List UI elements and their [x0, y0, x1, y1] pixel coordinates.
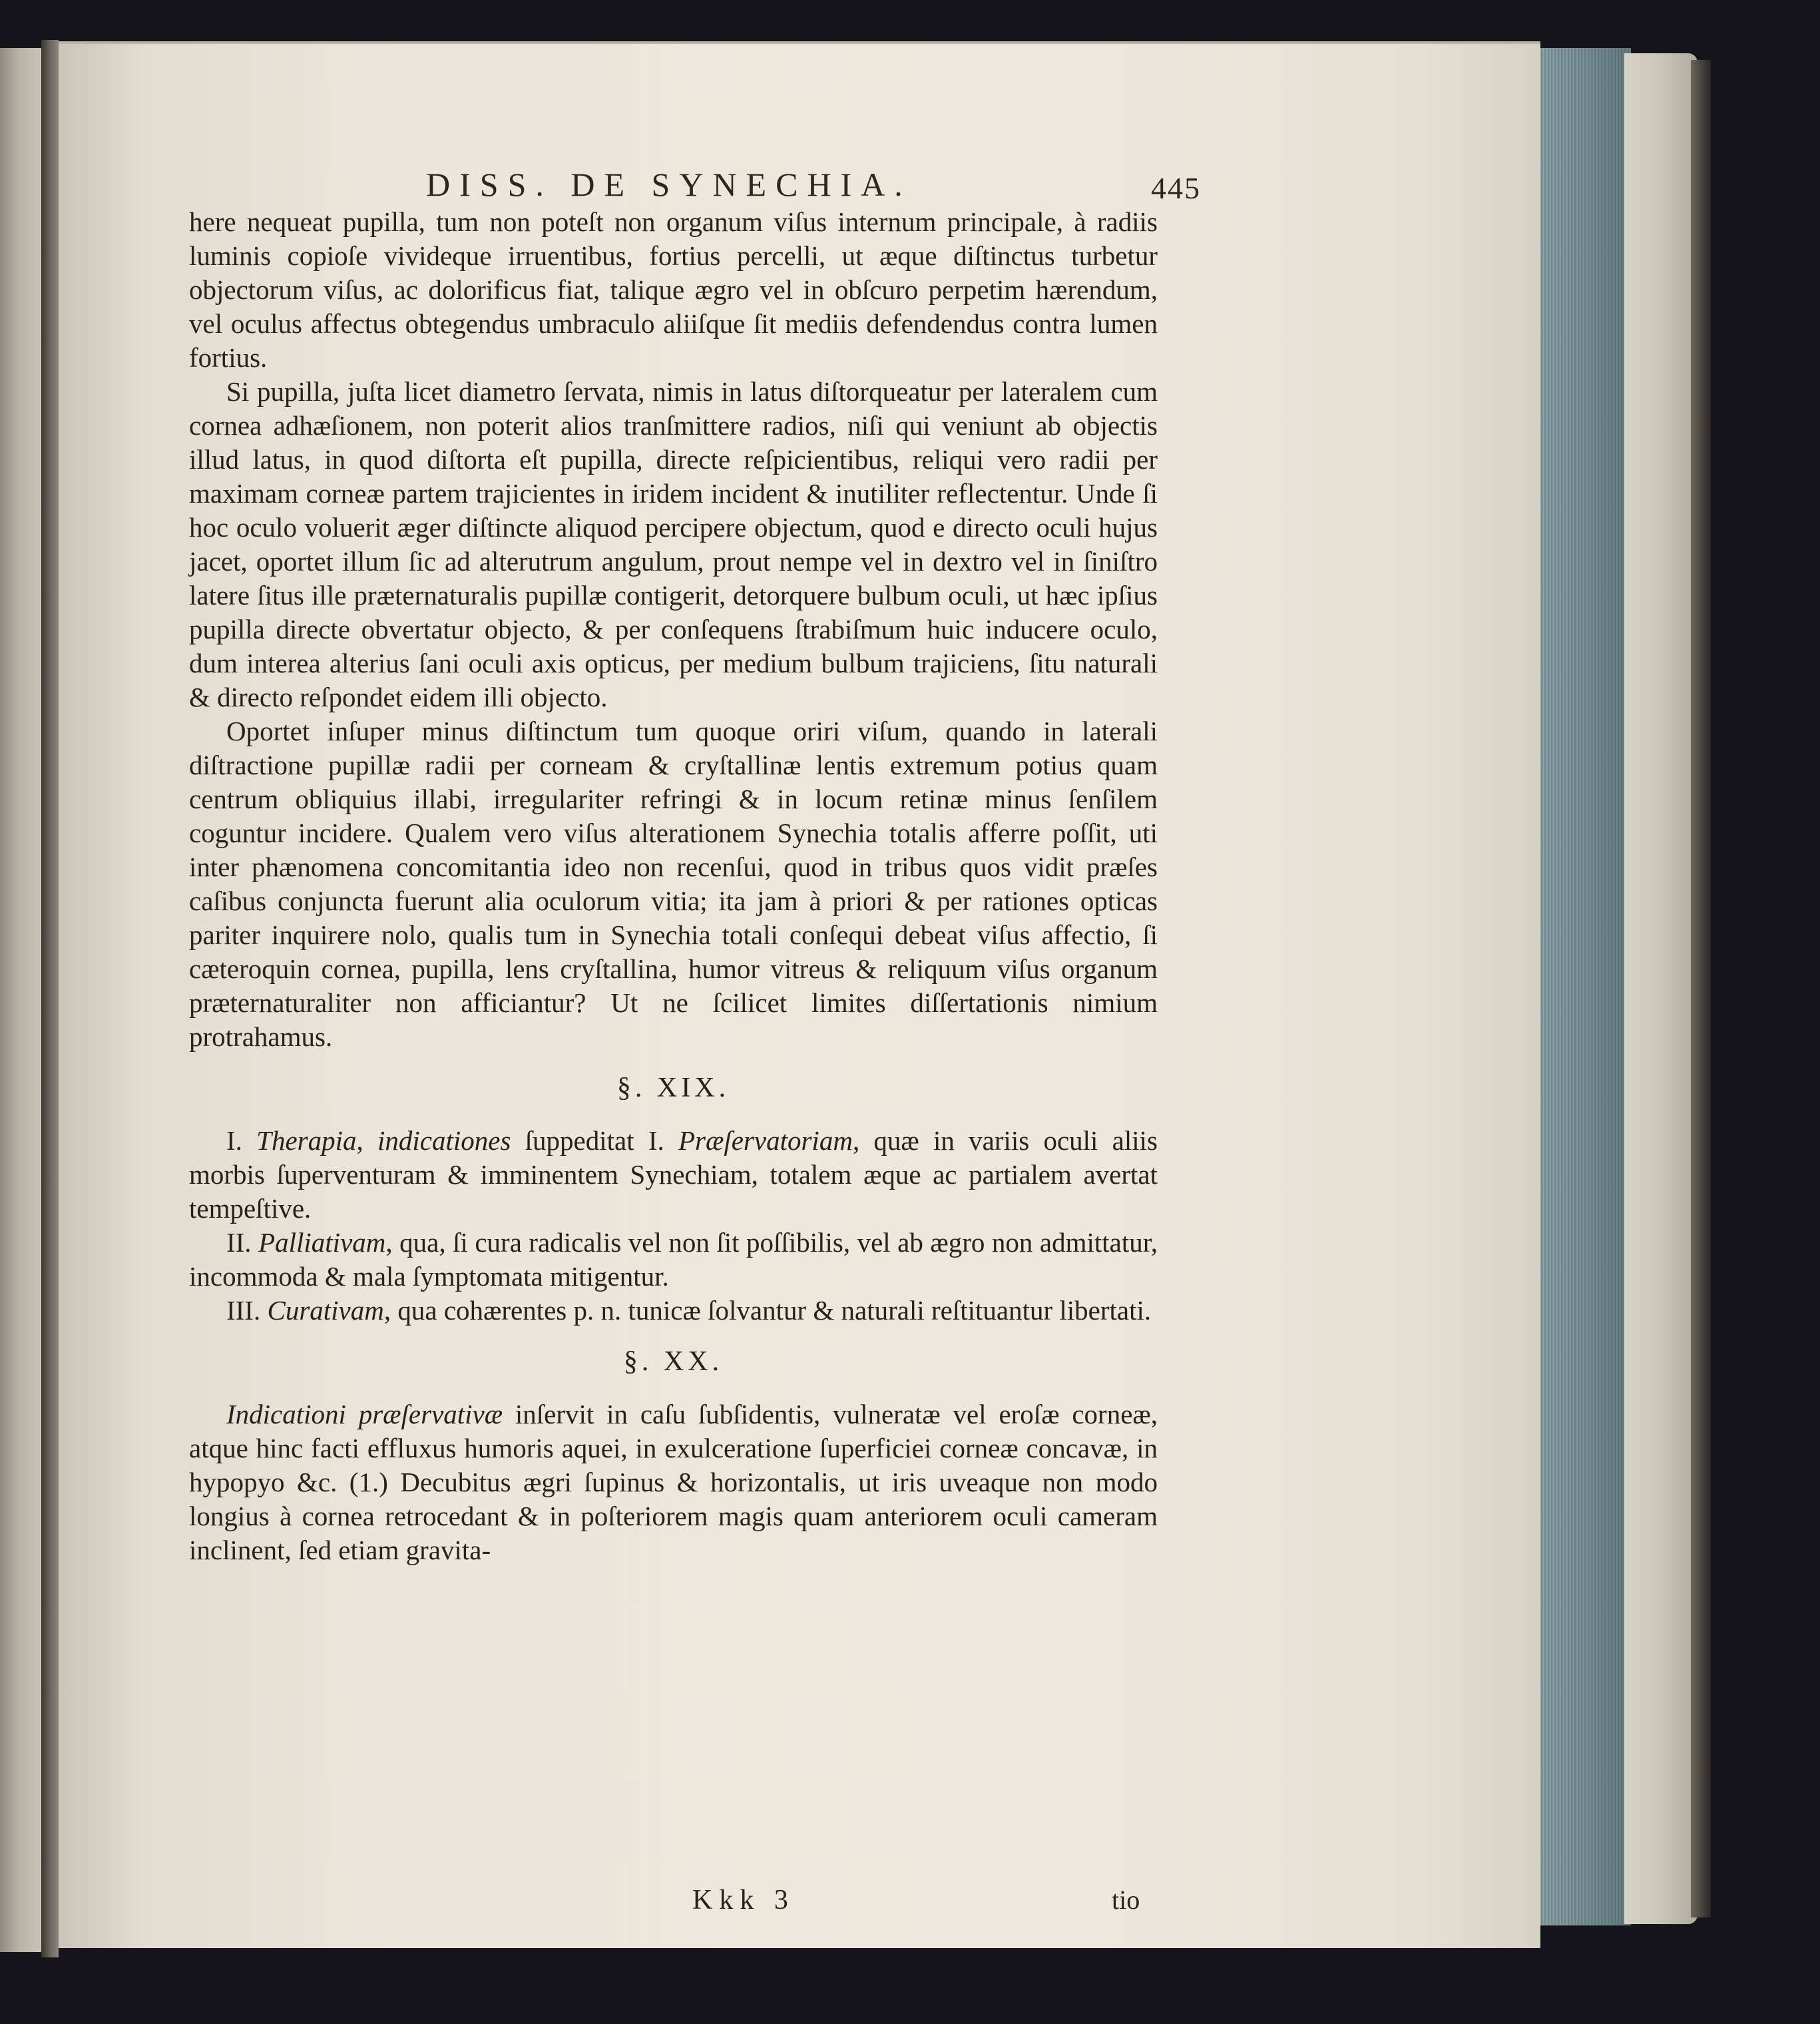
paragraph: Oportet inſuper minus diſtinctum tum quoque oriri viſum, quando in laterali diſtractione pupillæ radii per corneam & cryſtallinæ lentis extremum potius quam centrum obliquius illabi, irregulariter refringi & in locum retinæ minus ſenſilem coguntur incidere. Qualem vero viſus alterationem Synechia totalis afferre poſſit, uti inter phænomena concomitantia ideo non recenſui, quod in tribus quos vidit præſes caſibus conjuncta fuerunt alia oculorum vitia; ita jam à priori & per rationes opticas pariter inquirere nolo, qualis tum in Synechia totali conſequi debeat viſus affectio, ſi cæteroquin cornea, pupilla, lens cryſtallina, humor vitreus & reliquum viſus organum præternaturaliter non afficiantur? Ut ne ſcilicet limites diſſertationis nimium protrahamus.	[189, 716, 1158, 1052]
text-run: II.	[226, 1227, 259, 1258]
text-run: III.	[226, 1295, 268, 1326]
text-run: , quæ in variis oculi aliis morbis ſuperventuram & imminentem Synechiam, totalem æque ac partialem avertat tempeſtive.	[189, 1125, 1158, 1224]
text-run: ,	[356, 1125, 377, 1156]
book-cover-edge	[1624, 53, 1698, 1924]
italic-term: Curativam	[267, 1295, 384, 1326]
text-run: ſuppeditat I.	[511, 1125, 678, 1156]
page-number: 445	[1151, 171, 1201, 205]
book-shadow	[1691, 60, 1711, 1917]
paragraph-indicationi	[189, 1397, 1158, 1567]
book-gutter	[41, 40, 59, 1957]
text-run: I.	[226, 1125, 257, 1156]
paragraph-therapia	[189, 1124, 1158, 1226]
italic-term: Therapia	[256, 1125, 357, 1156]
text-run: , qua cohærentes p. n. tunicæ ſolvantur & naturali reſtituantur libertati.	[383, 1295, 1152, 1326]
section-heading-20: §. XX.	[623, 1346, 724, 1377]
paragraph-curativam	[189, 1294, 1158, 1328]
facing-page-edge	[0, 48, 47, 1952]
text-run: , qua, ſi cura radicalis vel non ſit poſſibilis, vel ab ægro non admittatur, incommoda & mala ſymptomata mitigentur.	[189, 1227, 1158, 1292]
running-title: DISS. DE SYNECHIA.	[426, 166, 912, 203]
paragraph-palliativam	[189, 1226, 1158, 1294]
italic-term: Indicationi præſervativæ	[226, 1399, 503, 1429]
paragraph: Si pupilla, juſta licet diametro ſervata, nimis in latus diſtorqueatur per lateralem cum cornea adhæſionem, non poterit alios tranſmittere radios, niſi qui veniunt ab objectis illud latus, in quod diſtorta eſt pupilla, directe reſpicientibus, reliqui vero radii per maximam corneæ partem trajicientes in iridem incident & inutiliter reflectentur. Unde ſi hoc oculo voluerit æger diſtincte aliquod percipere objectum, quod e directo oculi hujus jacet, oportet illum ſic ad alterutrum angulum, prout nempe vel in dextro vel in ſiniſtro latere ſitus ille præternaturalis pupillæ contigerit, detorquere bulbum oculi, ut hæc ipſius pupilla directe obvertatur objecto, & per conſequens ſtrabiſmum huic inducere oculo, dum interea alterius ſani oculi axis opticus, per medium bulbum trajiciens, ſitu naturali & directo reſpondet eidem illi objecto.	[189, 376, 1158, 712]
italic-term: Palliativam	[258, 1227, 386, 1258]
text-run: inſervit in caſu ſubſidentis, vulneratæ vel eroſæ corneæ, atque hinc facti effluxus humoris aquei, in exulceratione ſuperficiei corneæ concavæ, in hypopyo &c. (1.) Decubitus ægri ſupinus & horizontalis, ut iris uveaque non modo longius à cornea retrocedant & in poſteriorem magis quam anteriorem oculi cameram inclinent, ſed etiam gravita-	[189, 1399, 1158, 1565]
paragraph: here nequeat pupilla, tum non poteſt non organum viſus internum principale, à radiis luminis copioſe vivideque irruentibus, fortius percelli, ut æque diſtinctus turbetur objectorum viſus, ac dolorificus fiat, talique ægro vel in obſcuro perpetim hærendum, vel oculus affectus obtegendus umbraculo aliiſque ſit mediis defendendus contra lumen fortius.	[189, 206, 1158, 373]
signature-mark: Kkk 3	[692, 1885, 795, 1915]
italic-term: indicationes	[377, 1125, 511, 1156]
body-text	[189, 205, 1158, 1567]
catchword: tio	[1112, 1885, 1140, 1915]
italic-term: Præſervatoriam	[678, 1125, 853, 1156]
section-heading-19: §. XIX.	[616, 1073, 730, 1103]
